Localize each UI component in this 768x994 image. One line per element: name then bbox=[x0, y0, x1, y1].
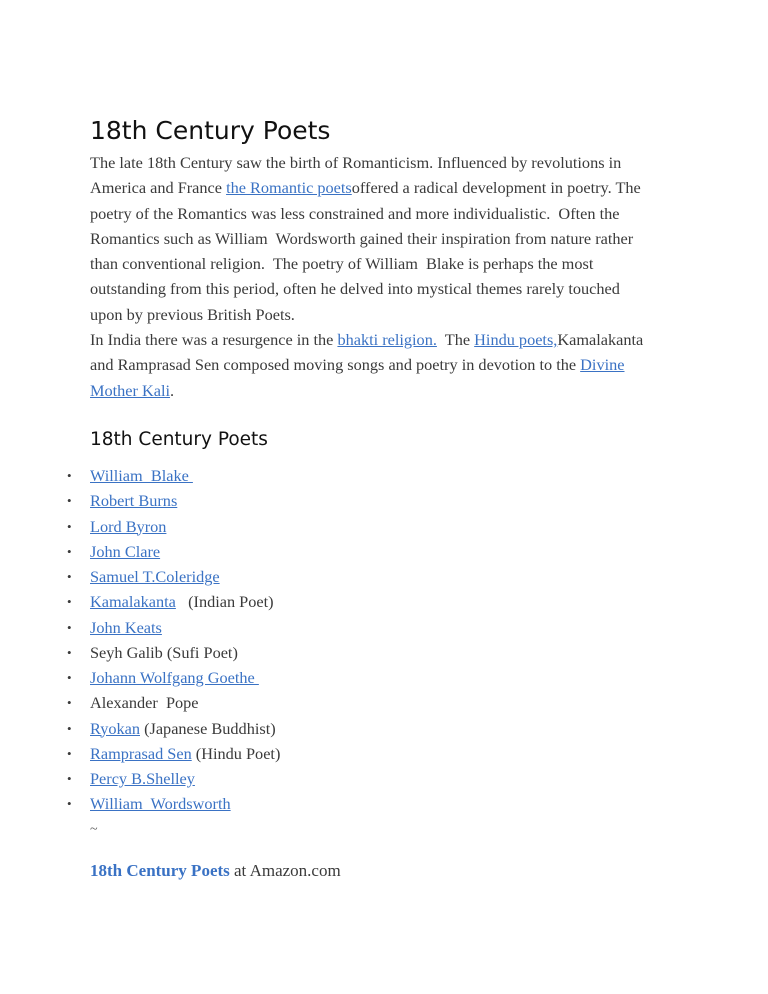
text-segment: upon by previous British Poets. bbox=[90, 304, 295, 324]
bullet-icon: • bbox=[67, 594, 72, 610]
text-segment: outstanding from this period, often he delved into mystical themes rarely touched bbox=[90, 279, 620, 299]
paragraph-line bbox=[90, 276, 643, 301]
paragraph-line bbox=[90, 378, 643, 403]
bullet-icon: • bbox=[67, 468, 72, 483]
bullet-icon: • bbox=[67, 796, 72, 812]
poet-link[interactable]: Samuel T.Coleridge bbox=[90, 567, 220, 586]
text-segment: poetry of the Romantics was less constrained and more individualistic. Often the bbox=[90, 203, 620, 223]
tilde-separator: ~ bbox=[90, 822, 98, 837]
poet-link[interactable]: William Blake bbox=[90, 466, 193, 485]
list-item bbox=[0, 539, 280, 564]
list-item bbox=[0, 791, 280, 816]
poet-link[interactable]: Lord Byron bbox=[90, 516, 167, 536]
poet-link[interactable]: John Keats bbox=[90, 617, 162, 637]
poet-name: Alexander Pope bbox=[90, 693, 199, 713]
intro-paragraph bbox=[90, 150, 643, 403]
inline-link[interactable]: Hindu poets, bbox=[474, 330, 558, 350]
paragraph-line bbox=[90, 226, 643, 251]
amazon-suffix: at Amazon.com bbox=[229, 861, 341, 880]
list-item bbox=[0, 589, 280, 614]
list-item bbox=[0, 463, 280, 488]
paragraph-line bbox=[90, 150, 643, 175]
bullet-icon: • bbox=[67, 493, 72, 509]
list-item bbox=[0, 716, 280, 741]
bullet-icon: • bbox=[67, 720, 72, 736]
text-segment: The late 18th Century saw the birth of Romanticism. Influenced by revolutions in bbox=[90, 153, 622, 172]
list-item bbox=[0, 488, 280, 513]
page-title: 18th Century Poets bbox=[90, 116, 331, 145]
amazon-link[interactable]: 18th Century Poets bbox=[90, 861, 230, 880]
list-item bbox=[0, 741, 280, 766]
list-heading: 18th Century Poets bbox=[90, 429, 268, 450]
text-segment: America and France bbox=[90, 178, 227, 198]
bullet-icon: • bbox=[67, 518, 72, 534]
poet-link[interactable]: Percy B.Shelley bbox=[90, 769, 195, 788]
paragraph-line bbox=[90, 251, 643, 276]
poet-link[interactable]: Johann Wolfgang Goethe bbox=[90, 668, 259, 687]
paragraph-line bbox=[90, 175, 643, 200]
paragraph-line bbox=[90, 352, 643, 377]
inline-link[interactable]: Mother Kali bbox=[90, 380, 171, 400]
text-segment: than conventional religion. The poetry of William Blake is perhaps the most bbox=[90, 254, 594, 274]
text-segment: Kamalakanta bbox=[557, 330, 644, 350]
paragraph-line bbox=[90, 201, 643, 226]
paragraph-line bbox=[90, 327, 643, 352]
text-segment: Romantics such as William Wordsworth gained their inspiration from nature rather bbox=[90, 228, 634, 248]
bullet-icon: • bbox=[67, 543, 72, 559]
poet-name: Seyh Galib (Sufi Poet) bbox=[90, 642, 238, 662]
poet-link[interactable]: Ramprasad Sen bbox=[90, 743, 192, 763]
list-item bbox=[0, 766, 280, 791]
bullet-icon: • bbox=[67, 670, 72, 685]
text-segment: The bbox=[436, 330, 475, 350]
poet-link[interactable]: John Clare bbox=[90, 541, 161, 561]
poet-link[interactable]: Kamalakanta bbox=[90, 592, 176, 612]
inline-link[interactable]: Divine bbox=[580, 355, 625, 375]
inline-link[interactable]: bhakti religion. bbox=[337, 330, 437, 350]
poet-note: (Hindu Poet) bbox=[191, 743, 281, 763]
amazon-line bbox=[90, 861, 341, 881]
list-item bbox=[0, 665, 280, 690]
list-item bbox=[0, 615, 280, 640]
bullet-icon: • bbox=[67, 695, 72, 711]
list-item bbox=[0, 640, 280, 665]
poets-list bbox=[0, 463, 280, 817]
poet-link[interactable]: Ryokan bbox=[90, 718, 140, 738]
poet-note: (Japanese Buddhist) bbox=[140, 718, 276, 738]
bullet-icon: • bbox=[67, 644, 72, 660]
list-item bbox=[0, 514, 280, 539]
bullet-icon: • bbox=[67, 619, 72, 635]
bullet-icon: • bbox=[67, 771, 72, 786]
text-segment: In India there was a resurgence in the bbox=[90, 330, 338, 350]
text-segment: offered a radical development in poetry. The bbox=[351, 178, 641, 198]
poet-note: (Indian Poet) bbox=[175, 592, 274, 612]
list-item bbox=[0, 564, 280, 589]
inline-link[interactable]: the Romantic poets bbox=[226, 178, 352, 198]
poet-link[interactable]: Robert Burns bbox=[90, 491, 178, 511]
paragraph-line bbox=[90, 302, 643, 327]
text-segment: . bbox=[170, 380, 175, 400]
text-segment: and Ramprasad Sen composed moving songs and poetry in devotion to the bbox=[90, 355, 581, 375]
list-item bbox=[0, 690, 280, 715]
bullet-icon: • bbox=[67, 569, 72, 584]
bullet-icon: • bbox=[67, 745, 72, 761]
poet-link[interactable]: William Wordsworth bbox=[90, 794, 231, 814]
